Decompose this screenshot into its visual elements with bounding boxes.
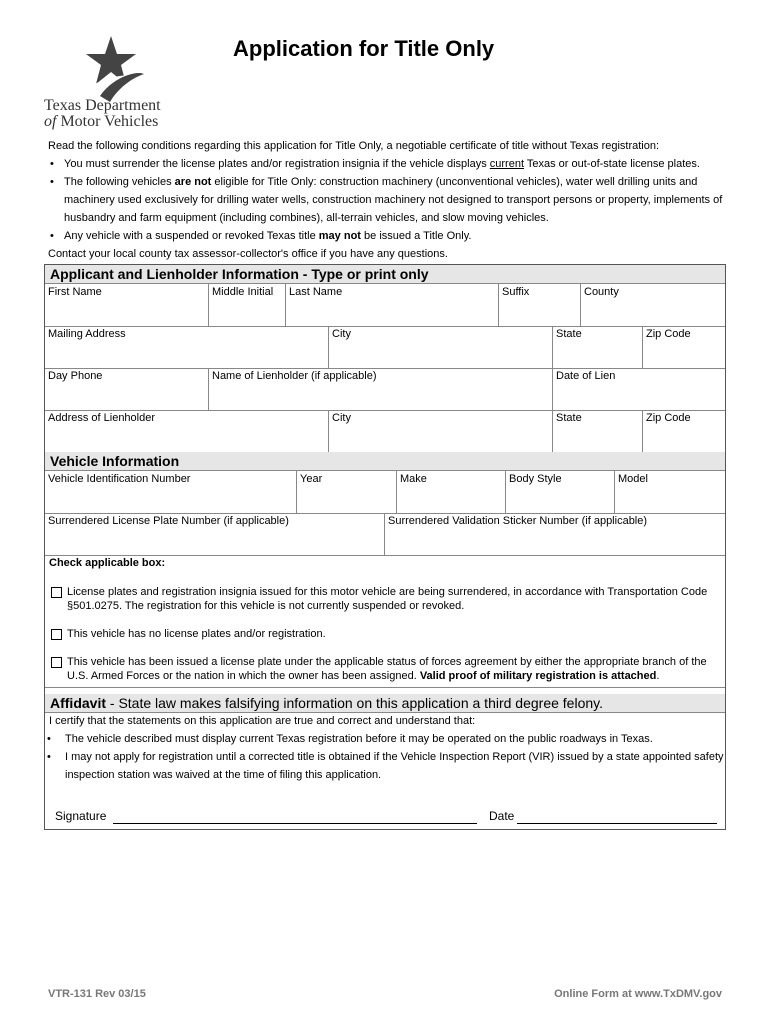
body-style-field[interactable]: Body Style bbox=[506, 471, 615, 513]
zip-code-field[interactable]: Zip Code bbox=[646, 328, 691, 340]
applicant-section-heading: Applicant and Lienholder Information - Type or print only bbox=[45, 265, 725, 284]
model-field[interactable]: Model bbox=[618, 473, 648, 485]
intro-bullet-3: • Any vehicle with a suspended or revoked Texas title may not be issued a Title Only. bbox=[48, 227, 738, 245]
option-no-plates: This vehicle has no license plates and/or registration. bbox=[51, 627, 715, 641]
affidavit-section-heading: Affidavit - State law makes falsifying information on this application a third degree felony. bbox=[45, 694, 725, 713]
intro-bullet-2: • The following vehicles are not eligible for Title Only: construction machinery (unconventional vehicles), water well drilling units and machinery used exclusively for drilling water wells, construction machinery not designed to transport persons or property, implements of husbandry and farm equipment (including combines), all-terrain vehicles, and slow moving vehicles. bbox=[48, 173, 738, 227]
city-field[interactable]: City bbox=[329, 326, 553, 368]
affidavit-bullet-2: • I may not apply for registration until a corrected title is obtained if the Vehicle Inspection Report (VIR) issued by a state appointed safety inspection station was waived at the time of filing this application. bbox=[45, 748, 725, 784]
intro-contact: Contact your local county tax assessor-collector's office if you have any questions. bbox=[48, 248, 448, 260]
lienholder-city-field[interactable]: City bbox=[329, 410, 553, 452]
agency-name-line2: Motor Vehicles bbox=[56, 113, 159, 130]
intro-bullet-1: • You must surrender the license plates and/or registration insignia if the vehicle displays current Texas or out-of-state license plates. bbox=[48, 155, 738, 173]
checkbox-section bbox=[45, 555, 725, 688]
date-label: Date bbox=[489, 809, 515, 823]
mailing-address-field[interactable]: Mailing Address bbox=[45, 326, 329, 368]
first-name-field[interactable]: First Name bbox=[45, 284, 209, 326]
plate-number-field[interactable]: Surrendered License Plate Number (if applicable) bbox=[45, 513, 385, 555]
intro-lead: Read the following conditions regarding this application for Title Only, a negotiable certificate of title without Texas registration: bbox=[48, 140, 660, 152]
affidavit-lead: I certify that the statements on this application are true and correct and understand that: bbox=[49, 715, 476, 727]
title-application-form bbox=[44, 264, 726, 830]
page-title: Application for Title Only bbox=[233, 36, 495, 61]
last-name-field[interactable]: Last Name bbox=[286, 284, 499, 326]
option-military-plates: This vehicle has been issued a license plate under the applicable status of forces agreement by either the appropriate branch of the U.S. Armed Forces or the nation in which the owner has been assigned. Valid proof of military registration is attached. bbox=[51, 655, 715, 683]
intro-conditions bbox=[48, 137, 738, 263]
county-field[interactable]: County bbox=[584, 286, 619, 298]
lienholder-zip-field[interactable]: Zip Code bbox=[646, 412, 691, 424]
form-id: VTR-131 Rev 03/15 bbox=[48, 988, 146, 1000]
affidavit-body bbox=[45, 715, 725, 829]
lienholder-address-row bbox=[45, 410, 725, 453]
middle-initial-field[interactable]: Middle Initial bbox=[209, 284, 286, 326]
mailing-row bbox=[45, 326, 725, 369]
year-field[interactable]: Year bbox=[297, 471, 397, 513]
checkbox-title: Check applicable box: bbox=[49, 557, 166, 569]
lienholder-state-field[interactable]: State bbox=[553, 410, 643, 452]
day-phone-field[interactable]: Day Phone bbox=[45, 368, 209, 410]
suffix-field[interactable]: Suffix bbox=[499, 284, 581, 326]
vehicle-row bbox=[45, 471, 725, 514]
lienholder-name-field[interactable]: Name of Lienholder (if applicable) bbox=[209, 368, 553, 410]
affidavit-bullet-1: • The vehicle described must display current Texas registration before it may be operated on the public roadways in Texas. bbox=[45, 730, 725, 748]
agency-name-line1: Texas Department bbox=[44, 97, 161, 114]
vin-field[interactable]: Vehicle Identification Number bbox=[45, 471, 297, 513]
agency-name-of: of bbox=[44, 113, 57, 130]
surrender-plates-checkbox[interactable] bbox=[51, 587, 62, 598]
online-form-link[interactable]: Online Form at www.TxDMV.gov bbox=[554, 988, 722, 1000]
military-plates-checkbox[interactable] bbox=[51, 657, 62, 668]
agency-name bbox=[44, 98, 161, 130]
lienholder-address-field[interactable]: Address of Lienholder bbox=[45, 410, 329, 452]
date-of-lien-field[interactable]: Date of Lien bbox=[556, 370, 616, 382]
no-plates-checkbox[interactable] bbox=[51, 629, 62, 640]
signature-line[interactable] bbox=[113, 823, 477, 824]
option-surrender-plates: License plates and registration insignia issued for this motor vehicle are being surrendered, in accordance with Transportation Code §501.0275. The registration for this vehicle is not currently suspended or revoked. bbox=[51, 585, 715, 613]
date-line[interactable] bbox=[517, 823, 717, 824]
vehicle-section-heading: Vehicle Information bbox=[45, 452, 725, 471]
name-row bbox=[45, 284, 725, 327]
state-field[interactable]: State bbox=[553, 326, 643, 368]
signature-label: Signature bbox=[55, 809, 107, 823]
surrendered-row bbox=[45, 513, 725, 556]
sticker-number-field[interactable]: Surrendered Validation Sticker Number (if applicable) bbox=[388, 515, 648, 527]
phone-lienholder-row bbox=[45, 368, 725, 411]
make-field[interactable]: Make bbox=[397, 471, 506, 513]
